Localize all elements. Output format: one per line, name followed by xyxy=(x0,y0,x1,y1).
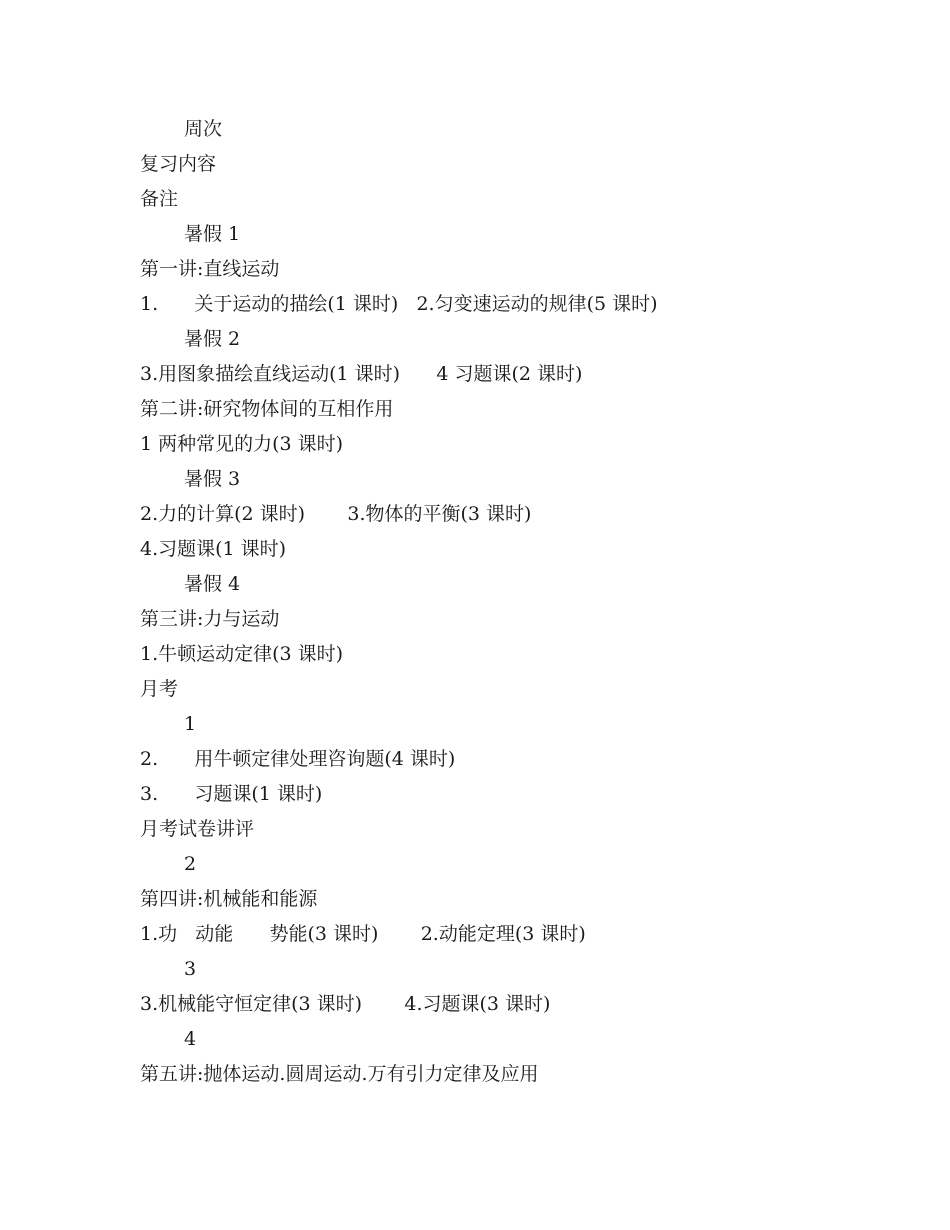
text-line: 第二讲:研究物体间的互相作用 xyxy=(140,398,394,420)
text-line: 暑假 4 xyxy=(184,573,241,595)
text-line: 月考 xyxy=(140,678,179,700)
text-line: 1 xyxy=(184,713,197,735)
text-line: 第五讲:抛体运动.圆周运动.万有引力定律及应用 xyxy=(140,1063,539,1085)
text-line: 1. 关于运动的描绘(1 课时) 2.匀变速运动的规律(5 课时) xyxy=(140,293,658,315)
document-body xyxy=(140,112,860,1092)
text-line: 备注 xyxy=(140,188,179,210)
text-line: 3.用图象描绘直线运动(1 课时) 4 习题课(2 课时) xyxy=(140,363,583,385)
text-line: 4.习题课(1 课时) xyxy=(140,538,287,560)
text-line: 第三讲:力与运动 xyxy=(140,608,280,630)
text-line: 月考试卷讲评 xyxy=(140,818,255,840)
text-line: 暑假 1 xyxy=(184,223,241,245)
text-line: 第四讲:机械能和能源 xyxy=(140,888,318,910)
text-line: 4 xyxy=(184,1028,197,1050)
text-line: 复习内容 xyxy=(140,153,217,175)
text-line: 暑假 3 xyxy=(184,468,241,490)
text-line: 2. 用牛顿定律处理咨询题(4 课时) xyxy=(140,748,456,770)
text-line: 1.牛顿运动定律(3 课时) xyxy=(140,643,344,665)
text-line: 2.力的计算(2 课时) 3.物体的平衡(3 课时) xyxy=(140,503,532,525)
text-line: 3. 习题课(1 课时) xyxy=(140,783,323,805)
text-line: 3.机械能守恒定律(3 课时) 4.习题课(3 课时) xyxy=(140,993,551,1015)
text-line: 周次 xyxy=(184,118,223,140)
text-line: 暑假 2 xyxy=(184,328,241,350)
text-line: 2 xyxy=(184,853,197,875)
text-line: 1.功 动能 势能(3 课时) 2.动能定理(3 课时) xyxy=(140,923,586,945)
text-line: 3 xyxy=(184,958,197,980)
text-line: 第一讲:直线运动 xyxy=(140,258,280,280)
text-line: 1 两种常见的力(3 课时) xyxy=(140,433,344,455)
